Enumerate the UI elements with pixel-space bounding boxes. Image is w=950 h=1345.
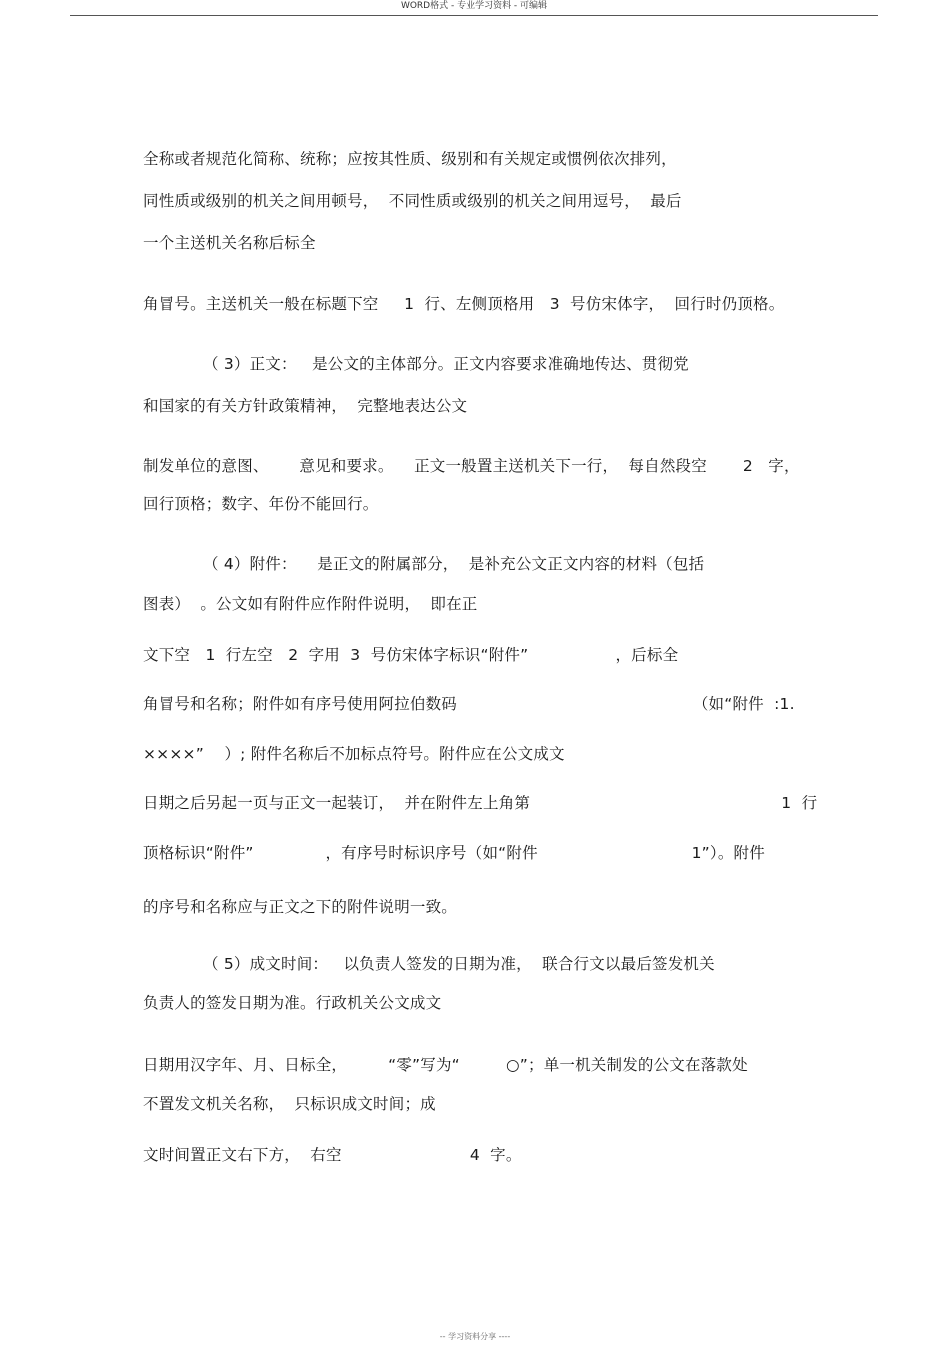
- paragraph-heading-line: （ 3）正文： 是公文的主体部分。正文内容要求准确地传达、贯彻党: [203, 355, 689, 373]
- text-line: 文时间置正文右下方， 右空 4 字。: [143, 1146, 522, 1164]
- text-line: 全称或者规范化简称、统称；应按其性质、级别和有关规定或惯例依次排列，: [143, 150, 677, 168]
- text-line: 负责人的签发日期为准。行政机关公文成文: [143, 994, 442, 1012]
- paragraph-heading-line: （ 5）成文时间： 以负责人签发的日期为准， 联合行文以最后签发机关: [203, 955, 715, 973]
- text-line: 文下空 1 行左空 2 字用 3 号仿宋体字标识“附件” ，后标全: [143, 646, 679, 664]
- text-line: 制发单位的意图、 意见和要求。 正文一般置主送机关下一行， 每自然段空 2 字，: [143, 457, 800, 475]
- text-line: 回行顶格；数字、年份不能回行。: [143, 495, 379, 513]
- paragraph-heading-line: （ 4）附件： 是正文的附属部分， 是补充公文正文内容的材料（包括: [203, 555, 705, 573]
- text-line: 同性质或级别的机关之间用顿号， 不同性质或级别的机关之间用逗号， 最后: [143, 192, 682, 210]
- text-line: 一个主送机关名称后标全: [143, 234, 316, 252]
- page-header: WORD格式 - 专业学习资料 - 可编辑: [70, 0, 878, 16]
- text-line: 顶格标识“附件” ，有序号时标识序号（如“附件 1”）。附件: [143, 844, 765, 862]
- text-line: 不置发文机关名称， 只标识成文时间；成: [143, 1095, 436, 1113]
- text-line: 日期用汉字年、月、日标全， “零”写为“ ○”；单一机关制发的公文在落款处: [143, 1056, 748, 1074]
- page-footer: -- 学习资料分享 ----: [439, 1332, 511, 1341]
- text-line: ××××” ）; 附件名称后不加标点符号。附件应在公文成文: [143, 745, 565, 763]
- text-line: 角冒号和名称；附件如有序号使用阿拉伯数码 （如“附件 :1.: [143, 695, 795, 713]
- text-line: 图表） 。公文如有附件应作附件说明， 即在正: [143, 595, 478, 613]
- text-line: 的序号和名称应与正文之下的附件说明一致。: [143, 898, 458, 916]
- text-line: 和国家的有关方针政策精神， 完整地表达公文: [143, 397, 468, 415]
- text-line: 日期之后另起一页与正文一起装订， 并在附件左上角第 1 行: [143, 794, 818, 812]
- text-line: 角冒号。主送机关一般在标题下空 1 行、左侧顶格用 3 号仿宋体字， 回行时仍顶格。: [143, 295, 785, 313]
